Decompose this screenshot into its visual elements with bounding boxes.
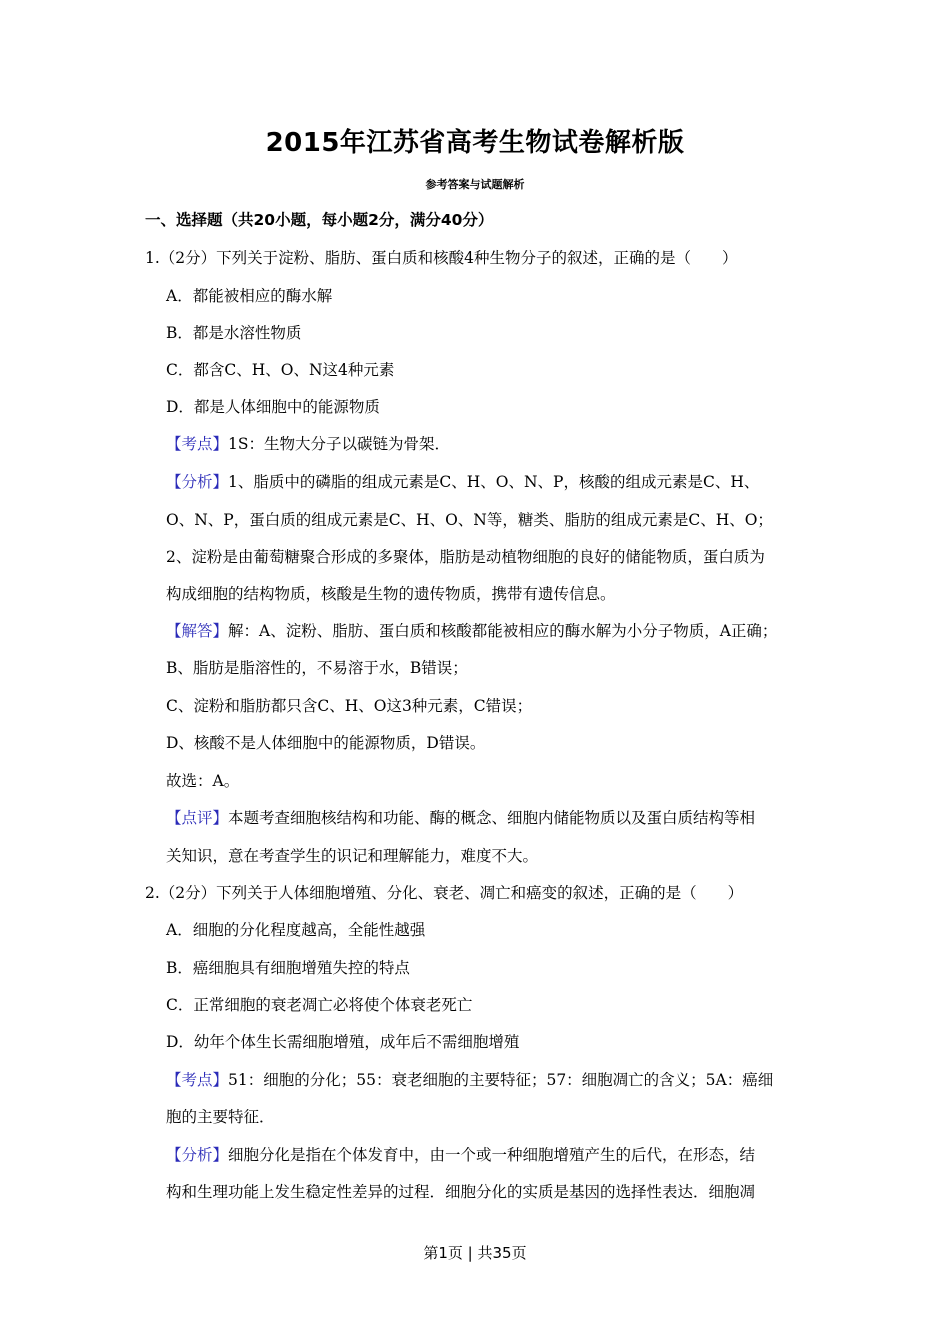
section-heading: 一、选择题（共20小题，每小题2分，满分40分）	[145, 211, 494, 229]
q1-option-b: B．都是水溶性物质	[166, 324, 302, 342]
fenxi-tag: 【分析】	[166, 1146, 229, 1164]
kaodian-tag: 【考点】	[166, 435, 229, 453]
q1-jieda-line-1: 【解答】解：A、淀粉、脂肪、蛋白质和核酸都能被相应的酶水解为小分子物质，A正确；	[166, 622, 778, 640]
q1-option-a: A．都能被相应的酶水解	[166, 287, 333, 305]
q2-option-d: D．幼年个体生长需细胞增殖，成年后不需细胞增殖	[166, 1033, 520, 1051]
q1-jieda-line-5: 故选：A。	[166, 772, 240, 790]
q1-dianping-line-1: 【点评】本题考查细胞核结构和功能、酶的概念、细胞内储能物质以及蛋白质结构等相	[166, 809, 756, 827]
q2-stem: 2.（2分）下列关于人体细胞增殖、分化、衰老、凋亡和癌变的叙述，正确的是（ ）	[145, 884, 744, 902]
q1-jieda-line-4: D、核酸不是人体细胞中的能源物质，D错误。	[166, 734, 486, 752]
q2-kaodian-line-1: 【考点】51：细胞的分化；55：衰老细胞的主要特征；57：细胞凋亡的含义；5A：癌细	[166, 1071, 774, 1089]
q1-stem: 1.（2分）下列关于淀粉、脂肪、蛋白质和核酸4种生物分子的叙述，正确的是（ ）	[145, 249, 738, 267]
q1-jieda-line-3: C、淀粉和脂肪都只含C、H、O这3种元素，C错误；	[166, 697, 533, 715]
q2-option-c: C．正常细胞的衰老凋亡必将使个体衰老死亡	[166, 996, 473, 1014]
page-footer: 第1页 | 共35页	[423, 1244, 527, 1262]
q1-kaodian: 【考点】1S：生物大分子以碳链为骨架．	[166, 435, 450, 453]
fenxi-tag: 【分析】	[166, 473, 229, 491]
document-title: 2015年江苏省高考生物试卷解析版	[265, 128, 685, 158]
dianping-tag: 【点评】	[166, 809, 229, 827]
q1-fenxi-line-2: O、N、P，蛋白质的组成元素是C、H、O、N等，糖类、脂肪的组成元素是C、H、O；	[166, 511, 773, 529]
q2-fenxi-line-1: 【分析】细胞分化是指在个体发育中，由一个或一种细胞增殖产生的后代，在形态，结	[166, 1146, 756, 1164]
q2-kaodian-line-2: 胞的主要特征．	[166, 1108, 275, 1126]
q1-option-d: D．都是人体细胞中的能源物质	[166, 398, 380, 416]
jieda-tag: 【解答】	[166, 622, 229, 640]
q1-dianping-line-2: 关知识，意在考查学生的识记和理解能力，难度不大。	[166, 847, 539, 865]
q1-option-c: C．都含C、H、O、N这4种元素	[166, 361, 395, 379]
document-subtitle: 参考答案与试题解析	[425, 178, 525, 191]
kaodian-tag: 【考点】	[166, 1071, 229, 1089]
q1-fenxi-line-1: 【分析】1、脂质中的磷脂的组成元素是C、H、O、N、P，核酸的组成元素是C、H、	[166, 473, 760, 491]
q2-fenxi-line-2: 构和生理功能上发生稳定性差异的过程．细胞分化的实质是基因的选择性表达．细胞凋	[166, 1183, 756, 1201]
q1-fenxi-line-4: 构成细胞的结构物质，核酸是生物的遗传物质，携带有遗传信息。	[166, 585, 616, 603]
q2-option-a: A．细胞的分化程度越高，全能性越强	[166, 921, 426, 939]
q2-option-b: B．癌细胞具有细胞增殖失控的特点	[166, 959, 410, 977]
q1-jieda-line-2: B、脂肪是脂溶性的，不易溶于水，B错误；	[166, 659, 468, 677]
q1-fenxi-line-3: 2、淀粉是由葡萄糖聚合形成的多聚体，脂肪是动植物细胞的良好的储能物质，蛋白质为	[166, 548, 765, 566]
